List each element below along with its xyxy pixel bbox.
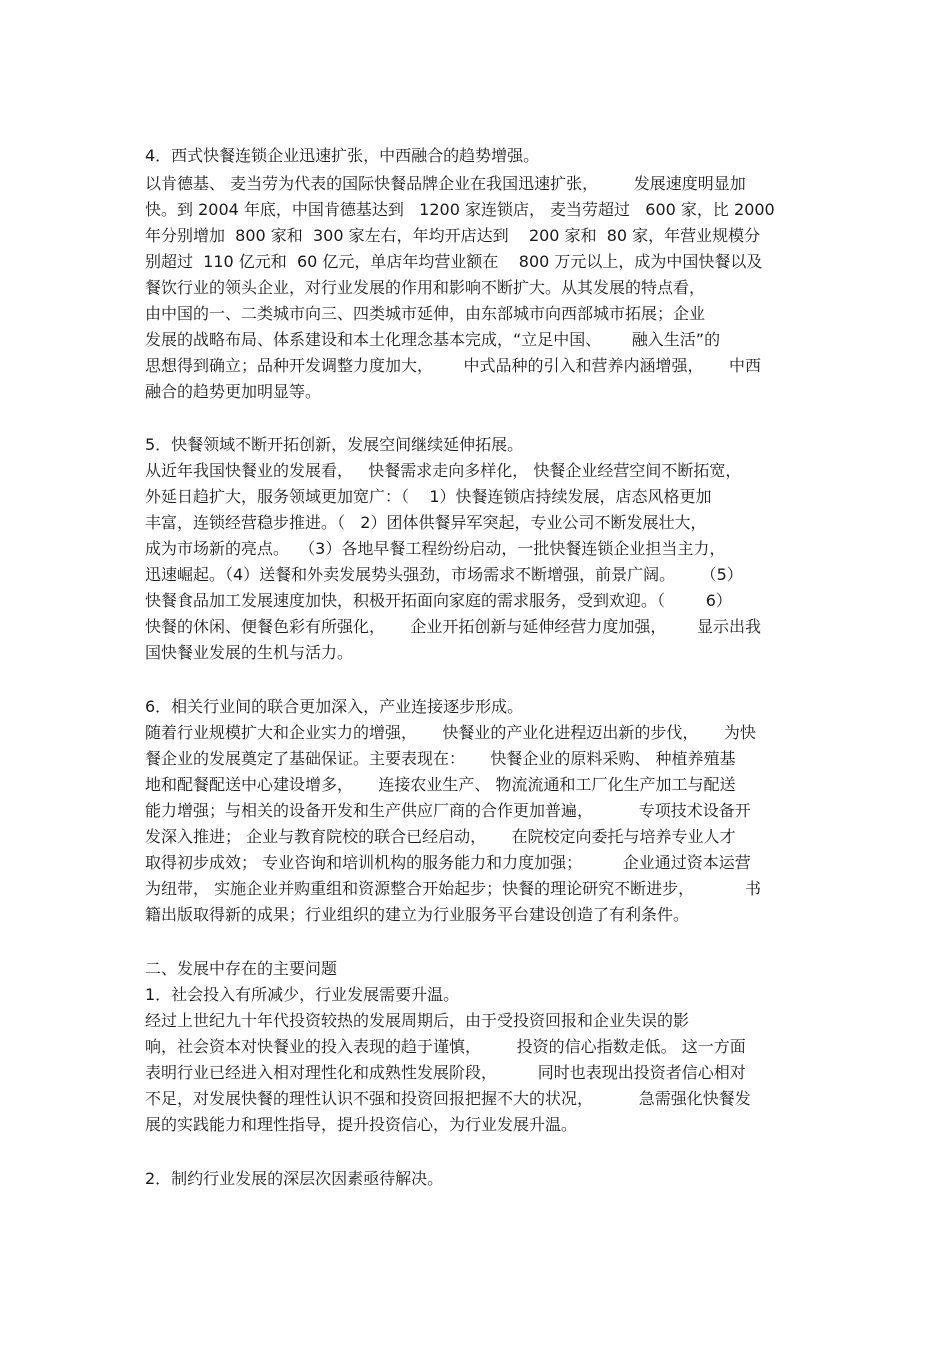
section-5-paragraph-line: 快餐食品加工发展速度加快，积极开拓面向家庭的需求服务，受到欢迎。（ 6）	[145, 591, 732, 610]
section-6-paragraph-line: 发深入推进； 企业与教育院校的联合已经启动， 在院校定向委托与培养专业人才	[145, 827, 736, 846]
section-6-paragraph-line: 取得初步成效； 专业咨询和培训机构的服务能力和力度加强； 企业通过资本运营	[145, 853, 751, 872]
section-6-paragraph-line: 随着行业规模扩大和企业实力的增强， 快餐业的产业化进程迈出新的步伐， 为快	[145, 723, 756, 742]
section-6-heading: 6．相关行业间的联合更加深入，产业连接逐步形成。	[145, 697, 524, 716]
section-6-paragraph-line: 能力增强；与相关的设备开发和生产供应厂商的合作更加普遍， 专项技术设备开	[145, 801, 751, 820]
section-4-paragraph-line: 年分别增加 800 家和 300 家左右，年均开店达到 200 家和 80 家，年营业规模分	[145, 226, 761, 245]
problem-1-paragraph-line: 经过上世纪九十年代投资较热的发展周期后，由于受投资回报和企业失误的影	[145, 1011, 690, 1030]
section-5-paragraph-line: 外延日趋扩大，服务领域更加宽广：（ 1）快餐连锁店持续发展，店态风格更加	[145, 487, 712, 506]
problem-1-paragraph-line: 展的实践能力和理性指导，提升投资信心，为行业发展升温。	[145, 1115, 578, 1134]
section-5-paragraph-line: 国快餐业发展的生机与活力。	[145, 643, 354, 662]
section-6-paragraph-line: 地和配餐配送中心建设增多， 连接农业生产、 物流流通和工厂化生产加工与配送	[145, 775, 736, 794]
section-5-heading: 5．快餐领域不断开拓创新，发展空间继续延伸拓展。	[145, 435, 524, 454]
section-4-paragraph-line: 思想得到确立；品种开发调整力度加大， 中式品种的引入和营养内涵增强， 中西	[145, 356, 761, 375]
section-4-heading: 4．西式快餐连锁企业迅速扩张，中西融合的趋势增强。	[145, 146, 540, 165]
section-4-paragraph-line: 以肯德基、 麦当劳为代表的国际快餐品牌企业在我国迅速扩张， 发展速度明显加	[145, 174, 746, 193]
problem-1-paragraph-line: 响，社会资本对快餐业的投入表现的趋于谨慎， 投资的信心指数走低。 这一方面	[145, 1037, 746, 1056]
problem-2-heading: 2．制约行业发展的深层次因素亟待解决。	[145, 1169, 444, 1188]
section-5-paragraph-line: 从近年我国快餐业的发展看， 快餐需求走向多样化， 快餐企业经营空间不断拓宽，	[145, 461, 742, 480]
section-5-paragraph-line: 迅速崛起。（4）送餐和外卖发展势头强劲，市场需求不断增强，前景广阔。 （5）	[145, 565, 743, 584]
problem-1-paragraph-line: 表明行业已经进入相对理性化和成熟性发展阶段， 同时也表现出投资者信心相对	[145, 1063, 746, 1082]
part-2-heading: 二、发展中存在的主要问题	[145, 959, 338, 978]
section-4-paragraph-line: 由中国的一、二类城市向三、四类城市延伸，由东部城市向西部城市拓展；企业	[145, 304, 706, 323]
section-5-paragraph-line: 丰富，连锁经营稳步推进。（ 2）团体供餐异军突起，专业公司不断发展壮大，	[145, 513, 707, 532]
section-6-paragraph-line: 为纽带， 实施企业并购重组和资源整合开始起步；快餐的理论研究不断进步， 书	[145, 879, 761, 898]
section-5-paragraph-line: 成为市场新的亮点。 （3）各地早餐工程纷纷启动，一批快餐连锁企业担当主力，	[145, 539, 726, 558]
section-4-paragraph-line: 餐饮行业的领头企业，对行业发展的作用和影响不断扩大。从其发展的特点看，	[145, 278, 706, 297]
section-6-paragraph-line: 籍出版取得新的成果；行业组织的建立为行业服务平台建设创造了有利条件。	[145, 905, 690, 924]
problem-1-heading: 1．社会投入有所减少，行业发展需要升温。	[145, 985, 460, 1004]
problem-1-paragraph-line: 不足，对发展快餐的理性认识不强和投资回报把握不大的状况， 急需强化快餐发	[145, 1089, 751, 1108]
section-5-paragraph-line: 快餐的休闲、便餐色彩有所强化， 企业开拓创新与延伸经营力度加强， 显示出我	[145, 617, 761, 636]
section-4-paragraph-line: 别超过 110 亿元和 60 亿元，单店年均营业额在 800 万元以上，成为中国快餐以及	[145, 252, 763, 271]
section-4-paragraph-line: 快。到 2004 年底，中国肯德基达到 1200 家连锁店， 麦当劳超过 600 家，比 2000	[145, 200, 775, 219]
section-4-paragraph-line: 融合的趋势更加明显等。	[145, 382, 322, 401]
section-6-paragraph-line: 餐企业的发展奠定了基础保证。主要表现在： 快餐企业的原料采购、 种植养殖基	[145, 749, 736, 768]
section-4-paragraph-line: 发展的战略布局、体系建设和本土化理念基本完成，“立足中国、 融入生活”的	[145, 330, 721, 349]
